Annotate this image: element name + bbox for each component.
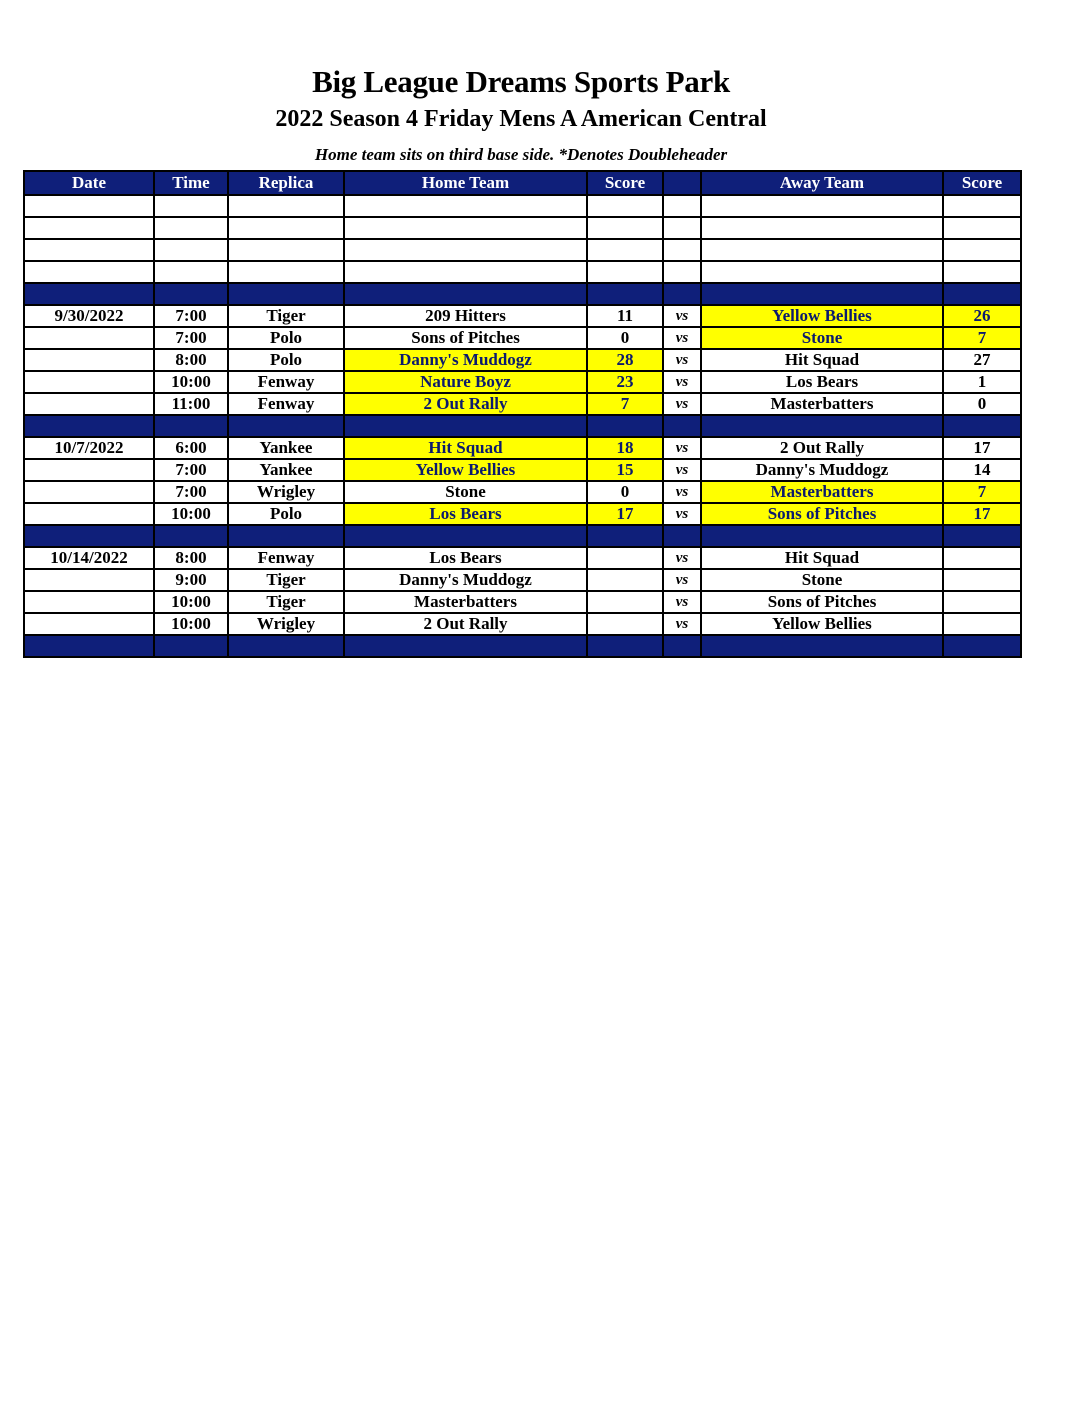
header-away-team: Away Team xyxy=(701,171,943,195)
home-team: 2 Out Rally xyxy=(344,393,587,415)
header-row xyxy=(24,171,1021,195)
away-score: 27 xyxy=(943,349,1021,371)
game-field: Fenway xyxy=(228,393,344,415)
game-row xyxy=(24,459,1021,481)
game-row xyxy=(24,547,1021,569)
home-score xyxy=(587,547,663,569)
game-time: 6:00 xyxy=(154,437,228,459)
game-time: 10:00 xyxy=(154,503,228,525)
home-team: 209 Hitters xyxy=(344,305,587,327)
game-field: Tiger xyxy=(228,305,344,327)
vs-label: vs xyxy=(663,591,701,613)
away-score xyxy=(943,547,1021,569)
away-team: Hit Squad xyxy=(701,547,943,569)
home-score: 18 xyxy=(587,437,663,459)
vs-label: vs xyxy=(663,349,701,371)
vs-label: vs xyxy=(663,569,701,591)
game-field: Wrigley xyxy=(228,481,344,503)
game-time: 11:00 xyxy=(154,393,228,415)
separator-row xyxy=(24,415,1021,437)
game-date xyxy=(24,591,154,613)
blank-row xyxy=(24,239,1021,261)
away-score: 7 xyxy=(943,327,1021,349)
home-team: Los Bears xyxy=(344,547,587,569)
game-date xyxy=(24,569,154,591)
game-row xyxy=(24,393,1021,415)
vs-label: vs xyxy=(663,547,701,569)
game-row xyxy=(24,613,1021,635)
vs-label: vs xyxy=(663,305,701,327)
vs-label: vs xyxy=(663,371,701,393)
away-team: Hit Squad xyxy=(701,349,943,371)
header-replica: Replica xyxy=(228,171,344,195)
game-date xyxy=(24,393,154,415)
separator-row xyxy=(24,283,1021,305)
game-date xyxy=(24,459,154,481)
home-team: Sons of Pitches xyxy=(344,327,587,349)
game-field: Fenway xyxy=(228,371,344,393)
home-score xyxy=(587,613,663,635)
away-score xyxy=(943,569,1021,591)
game-time: 7:00 xyxy=(154,481,228,503)
game-row xyxy=(24,591,1021,613)
away-team: Masterbatters xyxy=(701,393,943,415)
game-time: 7:00 xyxy=(154,327,228,349)
away-score: 17 xyxy=(943,437,1021,459)
game-date xyxy=(24,349,154,371)
game-field: Yankee xyxy=(228,437,344,459)
vs-label: vs xyxy=(663,393,701,415)
vs-label: vs xyxy=(663,327,701,349)
away-team: Sons of Pitches xyxy=(701,591,943,613)
game-date: 10/14/2022 xyxy=(24,547,154,569)
header-home-team: Home Team xyxy=(344,171,587,195)
away-team: Yellow Bellies xyxy=(701,613,943,635)
header-away-score: Score xyxy=(943,171,1021,195)
blank-row xyxy=(24,195,1021,217)
game-field: Polo xyxy=(228,349,344,371)
game-date xyxy=(24,613,154,635)
away-team: Yellow Bellies xyxy=(701,305,943,327)
game-row xyxy=(24,437,1021,459)
home-score: 11 xyxy=(587,305,663,327)
blank-row xyxy=(24,261,1021,283)
vs-label: vs xyxy=(663,613,701,635)
header-date: Date xyxy=(24,171,154,195)
away-score: 26 xyxy=(943,305,1021,327)
game-time: 10:00 xyxy=(154,613,228,635)
away-team: 2 Out Rally xyxy=(701,437,943,459)
game-field: Polo xyxy=(228,327,344,349)
game-date: 10/7/2022 xyxy=(24,437,154,459)
header-vs xyxy=(663,171,701,195)
home-score xyxy=(587,591,663,613)
game-row xyxy=(24,327,1021,349)
header-time: Time xyxy=(154,171,228,195)
game-time: 8:00 xyxy=(154,547,228,569)
home-team: Danny's Muddogz xyxy=(344,569,587,591)
vs-label: vs xyxy=(663,459,701,481)
home-score: 15 xyxy=(587,459,663,481)
away-team: Stone xyxy=(701,569,943,591)
away-score: 7 xyxy=(943,481,1021,503)
away-team: Danny's Muddogz xyxy=(701,459,943,481)
game-row xyxy=(24,305,1021,327)
vs-label: vs xyxy=(663,481,701,503)
home-score: 23 xyxy=(587,371,663,393)
schedule-note: Home team sits on third base side. *Denotes Doubleheader xyxy=(314,145,728,164)
home-score: 0 xyxy=(587,327,663,349)
separator-row xyxy=(24,635,1021,657)
game-field: Polo xyxy=(228,503,344,525)
home-team: Danny's Muddogz xyxy=(344,349,587,371)
home-score: 7 xyxy=(587,393,663,415)
home-score: 17 xyxy=(587,503,663,525)
game-date xyxy=(24,371,154,393)
away-score: 1 xyxy=(943,371,1021,393)
home-score xyxy=(587,569,663,591)
separator-row xyxy=(24,525,1021,547)
away-score xyxy=(943,591,1021,613)
home-score: 28 xyxy=(587,349,663,371)
away-score: 0 xyxy=(943,393,1021,415)
game-row xyxy=(24,349,1021,371)
home-team: 2 Out Rally xyxy=(344,613,587,635)
away-team: Masterbatters xyxy=(701,481,943,503)
home-team: Masterbatters xyxy=(344,591,587,613)
game-row xyxy=(24,569,1021,591)
away-team: Los Bears xyxy=(701,371,943,393)
schedule-body xyxy=(24,195,1021,657)
game-field: Tiger xyxy=(228,569,344,591)
vs-label: vs xyxy=(663,437,701,459)
away-score xyxy=(943,613,1021,635)
home-team: Los Bears xyxy=(344,503,587,525)
game-field: Fenway xyxy=(228,547,344,569)
game-time: 8:00 xyxy=(154,349,228,371)
game-time: 10:00 xyxy=(154,371,228,393)
header-home-score: Score xyxy=(587,171,663,195)
game-time: 10:00 xyxy=(154,591,228,613)
away-team: Sons of Pitches xyxy=(701,503,943,525)
away-team: Stone xyxy=(701,327,943,349)
away-score: 17 xyxy=(943,503,1021,525)
home-team: Hit Squad xyxy=(344,437,587,459)
game-field: Wrigley xyxy=(228,613,344,635)
game-row xyxy=(24,371,1021,393)
game-date: 9/30/2022 xyxy=(24,305,154,327)
blank-row xyxy=(24,217,1021,239)
home-team: Yellow Bellies xyxy=(344,459,587,481)
home-team: Stone xyxy=(344,481,587,503)
game-field: Yankee xyxy=(228,459,344,481)
page-title: Big League Dreams Sports Park xyxy=(312,64,730,99)
game-date xyxy=(24,503,154,525)
game-date xyxy=(24,481,154,503)
game-field: Tiger xyxy=(228,591,344,613)
page-subtitle: 2022 Season 4 Friday Mens A American Central xyxy=(275,106,767,132)
game-time: 9:00 xyxy=(154,569,228,591)
game-row xyxy=(24,481,1021,503)
game-time: 7:00 xyxy=(154,459,228,481)
away-score: 14 xyxy=(943,459,1021,481)
schedule-table xyxy=(23,170,1022,658)
game-date xyxy=(24,327,154,349)
vs-label: vs xyxy=(663,503,701,525)
game-row xyxy=(24,503,1021,525)
game-time: 7:00 xyxy=(154,305,228,327)
home-score: 0 xyxy=(587,481,663,503)
home-team: Nature Boyz xyxy=(344,371,587,393)
